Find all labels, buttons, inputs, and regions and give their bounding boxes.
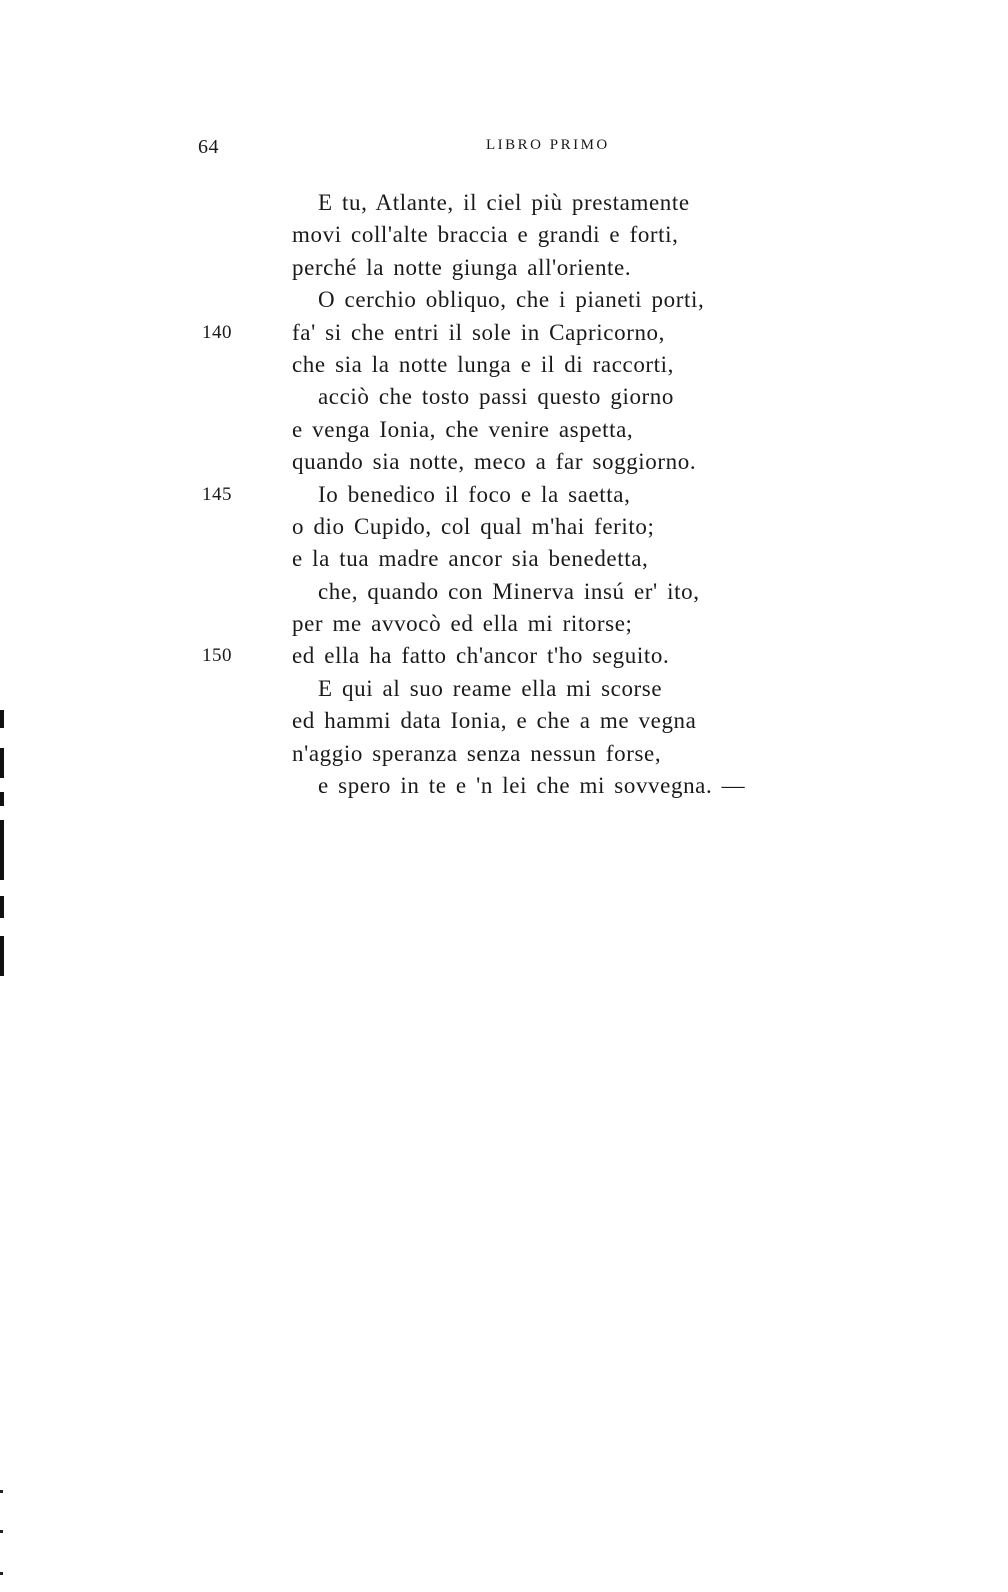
verse-line (0, 384, 1008, 416)
verse-line (0, 287, 1008, 319)
verse-text: E tu, Atlante, il ciel più prestamente (318, 190, 690, 215)
verse-text: movi coll'alte braccia e grandi e forti, (292, 222, 679, 248)
verse-block (0, 190, 1008, 805)
verse-text: e la tua madre ancor sia benedetta, (292, 546, 649, 572)
verse-line (0, 222, 1008, 254)
page-number: 64 (198, 136, 219, 158)
verse-line (0, 255, 1008, 287)
verse-text: o dio Cupido, col qual m'hai ferito; (292, 513, 655, 539)
verse-text: per me avvocò ed ella mi ritorse; (292, 611, 633, 637)
scan-edge-marks (0, 700, 6, 990)
verse-line (0, 546, 1008, 578)
verse-text: e spero in te e 'n lei che mi sovvegna. — (318, 773, 746, 799)
verse-text: fa' si che entri il sole in Capricorno, (292, 319, 666, 345)
verse-line (0, 579, 1008, 611)
verse-text: ed hammi data Ionia, e che a me vegna (292, 708, 697, 734)
verse-text: quando sia notte, meco a far soggiorno. (292, 449, 697, 475)
verse-text: e venga Ionia, che venire aspetta, (292, 416, 634, 442)
verse-text: n'aggio speranza senza nessun forse, (292, 740, 662, 766)
line-number: 145 (202, 483, 232, 505)
verse-line (0, 417, 1008, 449)
verse-text: perché la notte giunga all'oriente. (292, 254, 632, 280)
verse-line (0, 190, 1008, 222)
verse-text: ed ella ha fatto ch'ancor t'ho seguito. (292, 643, 670, 669)
verse-text: che, quando con Minerva insú er' ito, (318, 578, 700, 604)
verse-text: O cerchio obliquo, che i pianeti porti, (318, 287, 705, 313)
line-number: 140 (202, 321, 232, 343)
running-head: LIBRO PRIMO (486, 137, 610, 153)
verse-line (0, 676, 1008, 708)
verse-text: acciò che tosto passi questo giorno (318, 384, 675, 410)
verse-line (0, 643, 1008, 675)
verse-line (0, 741, 1008, 773)
verse-line (0, 352, 1008, 384)
verse-line (0, 611, 1008, 643)
verse-line (0, 773, 1008, 805)
verse-line (0, 449, 1008, 481)
verse-text: Io benedico il foco e la saetta, (318, 481, 631, 507)
verse-line (0, 514, 1008, 546)
verse-line (0, 320, 1008, 352)
line-number: 150 (202, 645, 232, 667)
verse-line (0, 482, 1008, 514)
verse-text: che sia la notte lunga e il di raccorti, (292, 351, 675, 377)
verse-text: E qui al suo reame ella mi scorse (318, 675, 663, 701)
scan-edge-dots (0, 1490, 4, 1580)
verse-line (0, 708, 1008, 740)
